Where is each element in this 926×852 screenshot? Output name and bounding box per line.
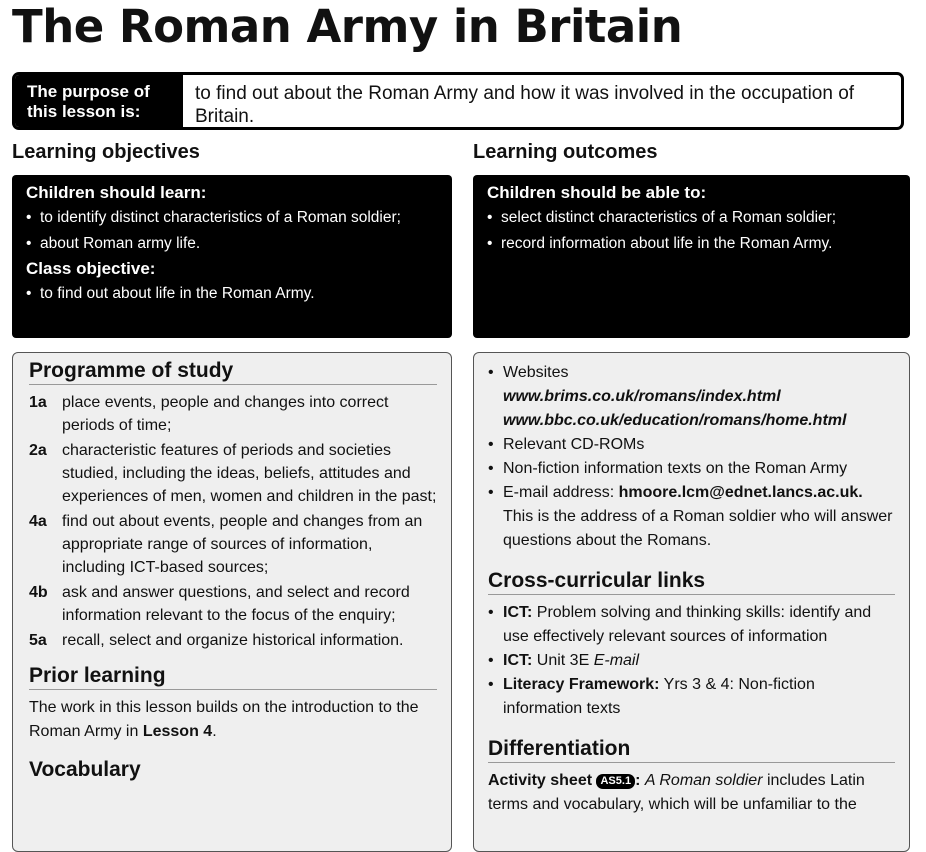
programme-item: 4a find out about events, people and changes from an appropriate range of sources of information, including ICT-based sources;	[29, 513, 423, 576]
resource-item: • Websites	[488, 364, 569, 381]
cross-curricular-heading: Cross-curricular links	[488, 569, 895, 595]
objectives-box	[12, 175, 452, 338]
able-heading: Children should be able to:	[487, 183, 707, 202]
outcomes-box	[473, 175, 910, 338]
programme-item: 2a characteristic features of periods and societies studied, including the ideas, beliefs, attitudes and experiences of men, women and children in the past;	[29, 442, 437, 505]
programme-item: 1a place events, people and changes into correct periods of time;	[29, 394, 389, 434]
activity-sheet-badge: AS5.1	[596, 774, 635, 789]
vocabulary-heading: Vocabulary	[29, 758, 141, 781]
differentiation-heading: Differentiation	[488, 737, 895, 763]
programme-item: 5a recall, select and organize historical information.	[29, 632, 404, 649]
class-objective-heading: Class objective:	[26, 259, 156, 278]
outcome-item: • select distinct characteristics of a Roman soldier;	[487, 209, 837, 226]
website-link[interactable]: www.brims.co.uk/romans/index.html	[503, 388, 781, 405]
programme-panel	[12, 352, 452, 852]
objectives-heading: Learning objectives	[12, 141, 200, 163]
resources-panel	[473, 352, 910, 852]
programme-heading: Programme of study	[29, 359, 437, 385]
objective-item: • about Roman army life.	[26, 235, 201, 252]
objective-item: • to identify distinct characteristics of a Roman soldier;	[26, 209, 401, 226]
programme-item: 4b ask and answer questions, and select and record information relevant to the focus of the enquiry;	[29, 584, 410, 624]
learn-heading: Children should learn:	[26, 183, 207, 202]
purpose-text: to find out about the Roman Army and how it was involved in the occupation of Britain.	[195, 83, 855, 127]
resource-item: • Relevant CD-ROMs	[488, 436, 645, 453]
prior-heading: Prior learning	[29, 664, 437, 690]
prior-text: The work in this lesson builds on the introduction to the Roman Army in Lesson 4.	[29, 699, 419, 740]
purpose-label: The purpose of this lesson is:	[15, 75, 183, 127]
page-title: The Roman Army in Britain	[12, 0, 683, 53]
purpose-box	[12, 72, 904, 130]
cross-link-item: • Literacy Framework: Yrs 3 & 4: Non-fiction information texts	[488, 676, 815, 717]
differentiation-text: Activity sheet AS5.1 : A Roman soldier includes Latin terms and vocabulary, which will be unfamiliar to the	[488, 772, 865, 813]
cross-link-item: • ICT: Problem solving and thinking skills: identify and use effectively relevant sources of information	[488, 604, 872, 645]
website-link[interactable]: www.bbc.co.uk/education/romans/home.html	[503, 412, 847, 429]
resource-item: • Non-fiction information texts on the Roman Army	[488, 460, 848, 477]
resource-item-email: • E-mail address: hmoore.lcm@ednet.lancs.ac.uk. This is the address of a Roman soldier who will answer questions about the Romans.	[488, 484, 893, 549]
outcomes-heading: Learning outcomes	[473, 141, 658, 163]
cross-link-item: • ICT: Unit 3E E-mail	[488, 652, 640, 669]
outcome-item: • record information about life in the Roman Army.	[487, 235, 833, 252]
email-address[interactable]: hmoore.lcm@ednet.lancs.ac.uk.	[618, 484, 863, 501]
class-objective-item: • to find out about life in the Roman Army.	[26, 285, 315, 302]
